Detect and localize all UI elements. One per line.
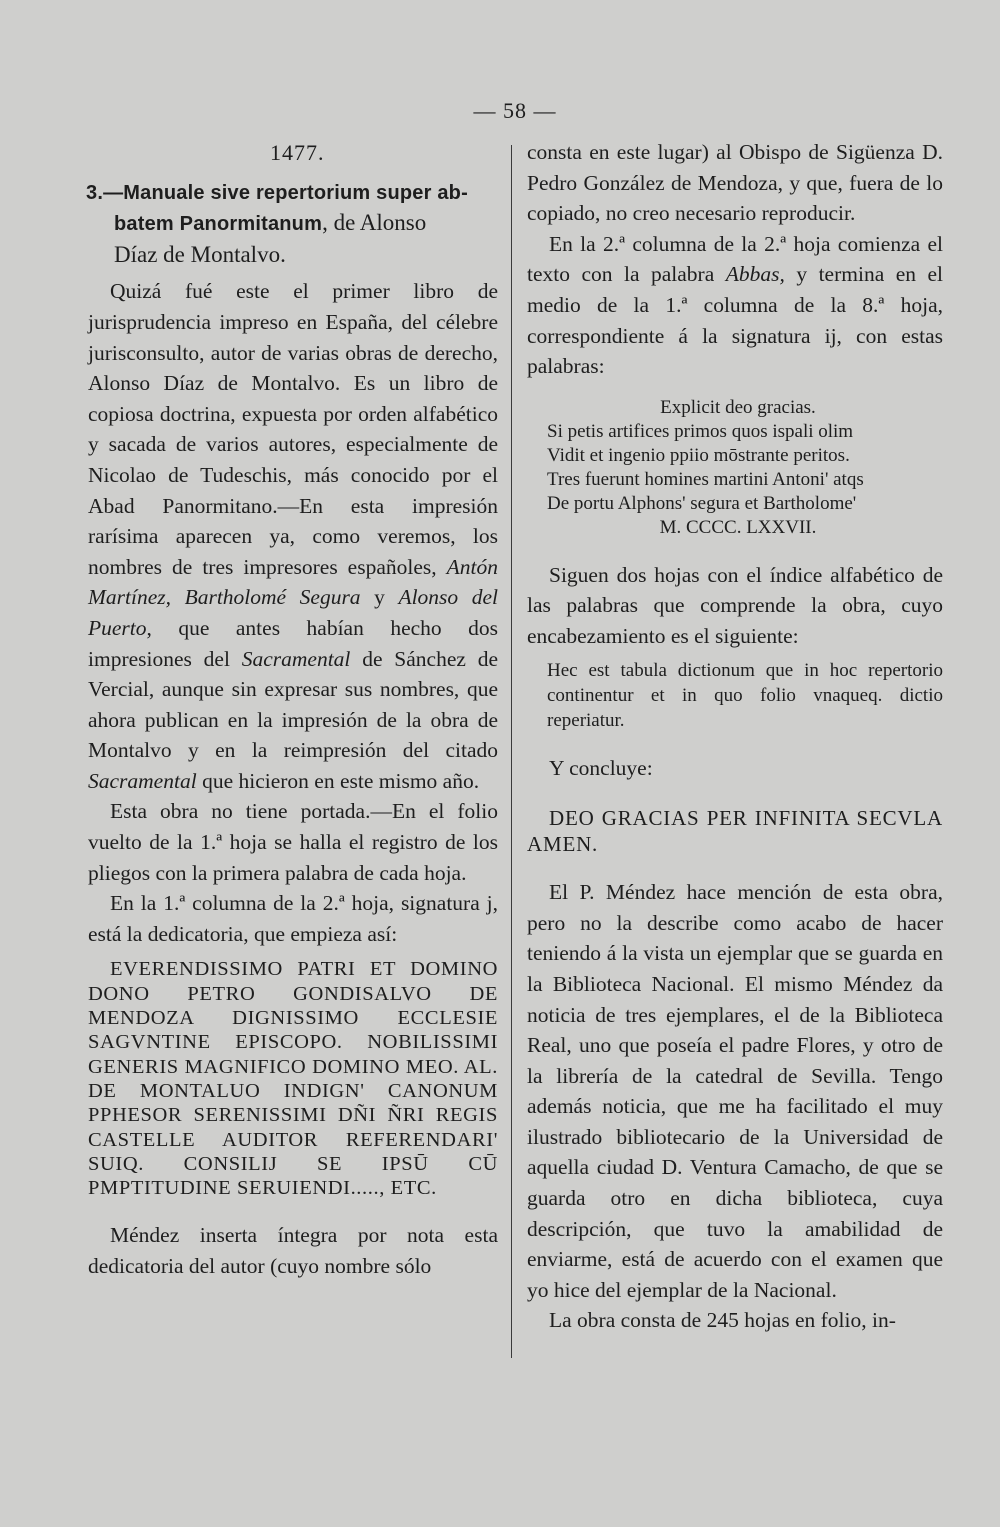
text-run: y (360, 585, 399, 610)
colophon-line: De portu Alphons' segura et Bartholome' (547, 492, 857, 514)
italic-printer-name: Alonso del Puerto (88, 585, 498, 640)
entry-title-latin-1: 3.—Manuale sive repertorium super ab- (86, 181, 468, 204)
italic-sacramental: Sacramental (241, 646, 351, 671)
colophon (527, 396, 943, 540)
column-divider (511, 145, 512, 1358)
text-run: de Sánchez de Vercial, aunque sin expresar sus nombres, que ahora publican en la impresión de la obra de Montalvo y en la reimpresión del citado (88, 646, 498, 763)
paragraph-portada: Esta obra no tiene portada.—En el folio vuelto de la 1.ª hoja se halla el registro de los pliegos con la primera palabra de cada hoja. (88, 799, 498, 885)
italic-printer-names: Antón Martínez, Bartholomé Segura (88, 554, 498, 610)
index-heading: Hec est tabula dictionum que in hoc repertorio continentur et in quo folio vnaqueq. dictio reperiatur. (547, 659, 943, 731)
text-run: y termina en el medio de la 1.ª columna de la 8.ª hoja, correspondiente á la signatura ij, con estas palabras: (527, 262, 943, 379)
paragraph-dedicatoria: En la 1.ª columna de la 2.ª hoja, signatura j, está la dedicatoria, que empieza así: (88, 891, 498, 946)
italic-abbas: Abbas, (725, 262, 785, 287)
entry-title-latin-2: batem Panormitanum (114, 213, 323, 236)
paragraph-continuation: consta en este lugar) al Obispo de Sigüenza D. Pedro González de Mendoza, y que, fuera de lo copiado, no creo necesario reproducir. (527, 140, 943, 226)
paragraph-text-start (527, 229, 943, 382)
left-column (88, 138, 498, 1282)
colophon-line: Tres fuerunt homines martini Antoni' atqs (547, 468, 864, 490)
dedication-text: EVERENDISSIMO PATRI ET DOMINO DONO PETRO GONDISALVO DE MENDOZA DIGNISSIMO ECCLESIE SAGVNTINE EPISCOPO. NOBILISSIMI GENERIS MAGNIFICO DOMINO MEO. AL. DE MONTALUO INDIGN' CANONUM PPHESOR SERENISSIMI DÑI ÑRI REGIS CASTELLE AUDITOR REFERENDARI' SUIQ. CONSILIJ SE IPSŪ CŪ PMPTITUDINE SERUIENDI....., ETC. (88, 958, 498, 1200)
colophon-line: Vidit et ingenio ppiio mōstrante peritos. (547, 444, 850, 466)
year-heading: 1477. (270, 140, 325, 165)
text-run: Quizá fué este el primer libro de jurisprudencia impreso en España, del célebre jurisconsulto, autor de varias obras de derecho, Alonso Díaz de Montalvo. Es un libro de copiosa doctrina, expuesta por orden alfabético y sacada de varios autores, especialmente de Nicolao de Tudeschis, más conocido por el Abad Panormitano.—En esta impresión rarísima aparecen ya, como veremos, los nombres de tres impresores españoles, (88, 279, 498, 579)
text-run: que hicieron en este mismo año. (196, 768, 480, 793)
colophon-line: M. CCCC. LXXVII. (659, 516, 817, 538)
paragraph-concluye: Y concluye: (549, 755, 653, 780)
text-run: , que antes habían hecho dos impresiones del (88, 615, 498, 671)
colophon-line: Si petis artifices primos quos ispali olim (547, 420, 854, 442)
entry-title-author-1: , de Alonso (322, 210, 427, 236)
paragraph-intro (88, 276, 498, 796)
paragraph-copies: El P. Méndez hace mención de esta obra, pero no la describe como acabo de hacer teniendo á la vista un ejemplar que se guarda en la Biblioteca Nacional. El mismo Méndez da noticia de tres ejemplares, el de la Biblioteca Real, uno que poseía el padre Flores, y otro de la librería de la catedral de Sevilla. Tengo además noticia, que me ha facilitado el muy ilustrado bibliotecario de la Universidad de aquella ciudad D. Ventura Camacho, de que se guarda otro en dicha biblioteca, cuya descripción, que tuvo la amabilidad de enviarme, está de acuerdo con el examen que yo hice del ejemplar de la Nacional. (527, 880, 943, 1302)
paragraph-mendez: Méndez inserta íntegra por nota esta dedicatoria del autor (cuyo nombre sólo (88, 1223, 498, 1278)
page-number: — 58 — (473, 98, 557, 123)
italic-sacramental: Sacramental (88, 768, 197, 793)
right-column (527, 137, 943, 1336)
colophon-line: Explicit deo gracias. (660, 396, 816, 418)
entry-title (88, 177, 498, 271)
entry-title-author-2: Díaz de Montalvo. (114, 241, 286, 267)
paragraph-hojas: La obra consta de 245 hojas en folio, in- (549, 1308, 896, 1333)
text-run: En la 2.ª columna de la 2.ª hoja comienza el texto con la palabra (527, 231, 943, 287)
closing-formula: DEO GRACIAS PER INFINITA SECVLA AMEN. (527, 806, 943, 857)
paragraph-index: Siguen dos hojas con el índice alfabético de las palabras que comprende la obra, cuyo encabezamiento es el siguiente: (527, 562, 943, 648)
